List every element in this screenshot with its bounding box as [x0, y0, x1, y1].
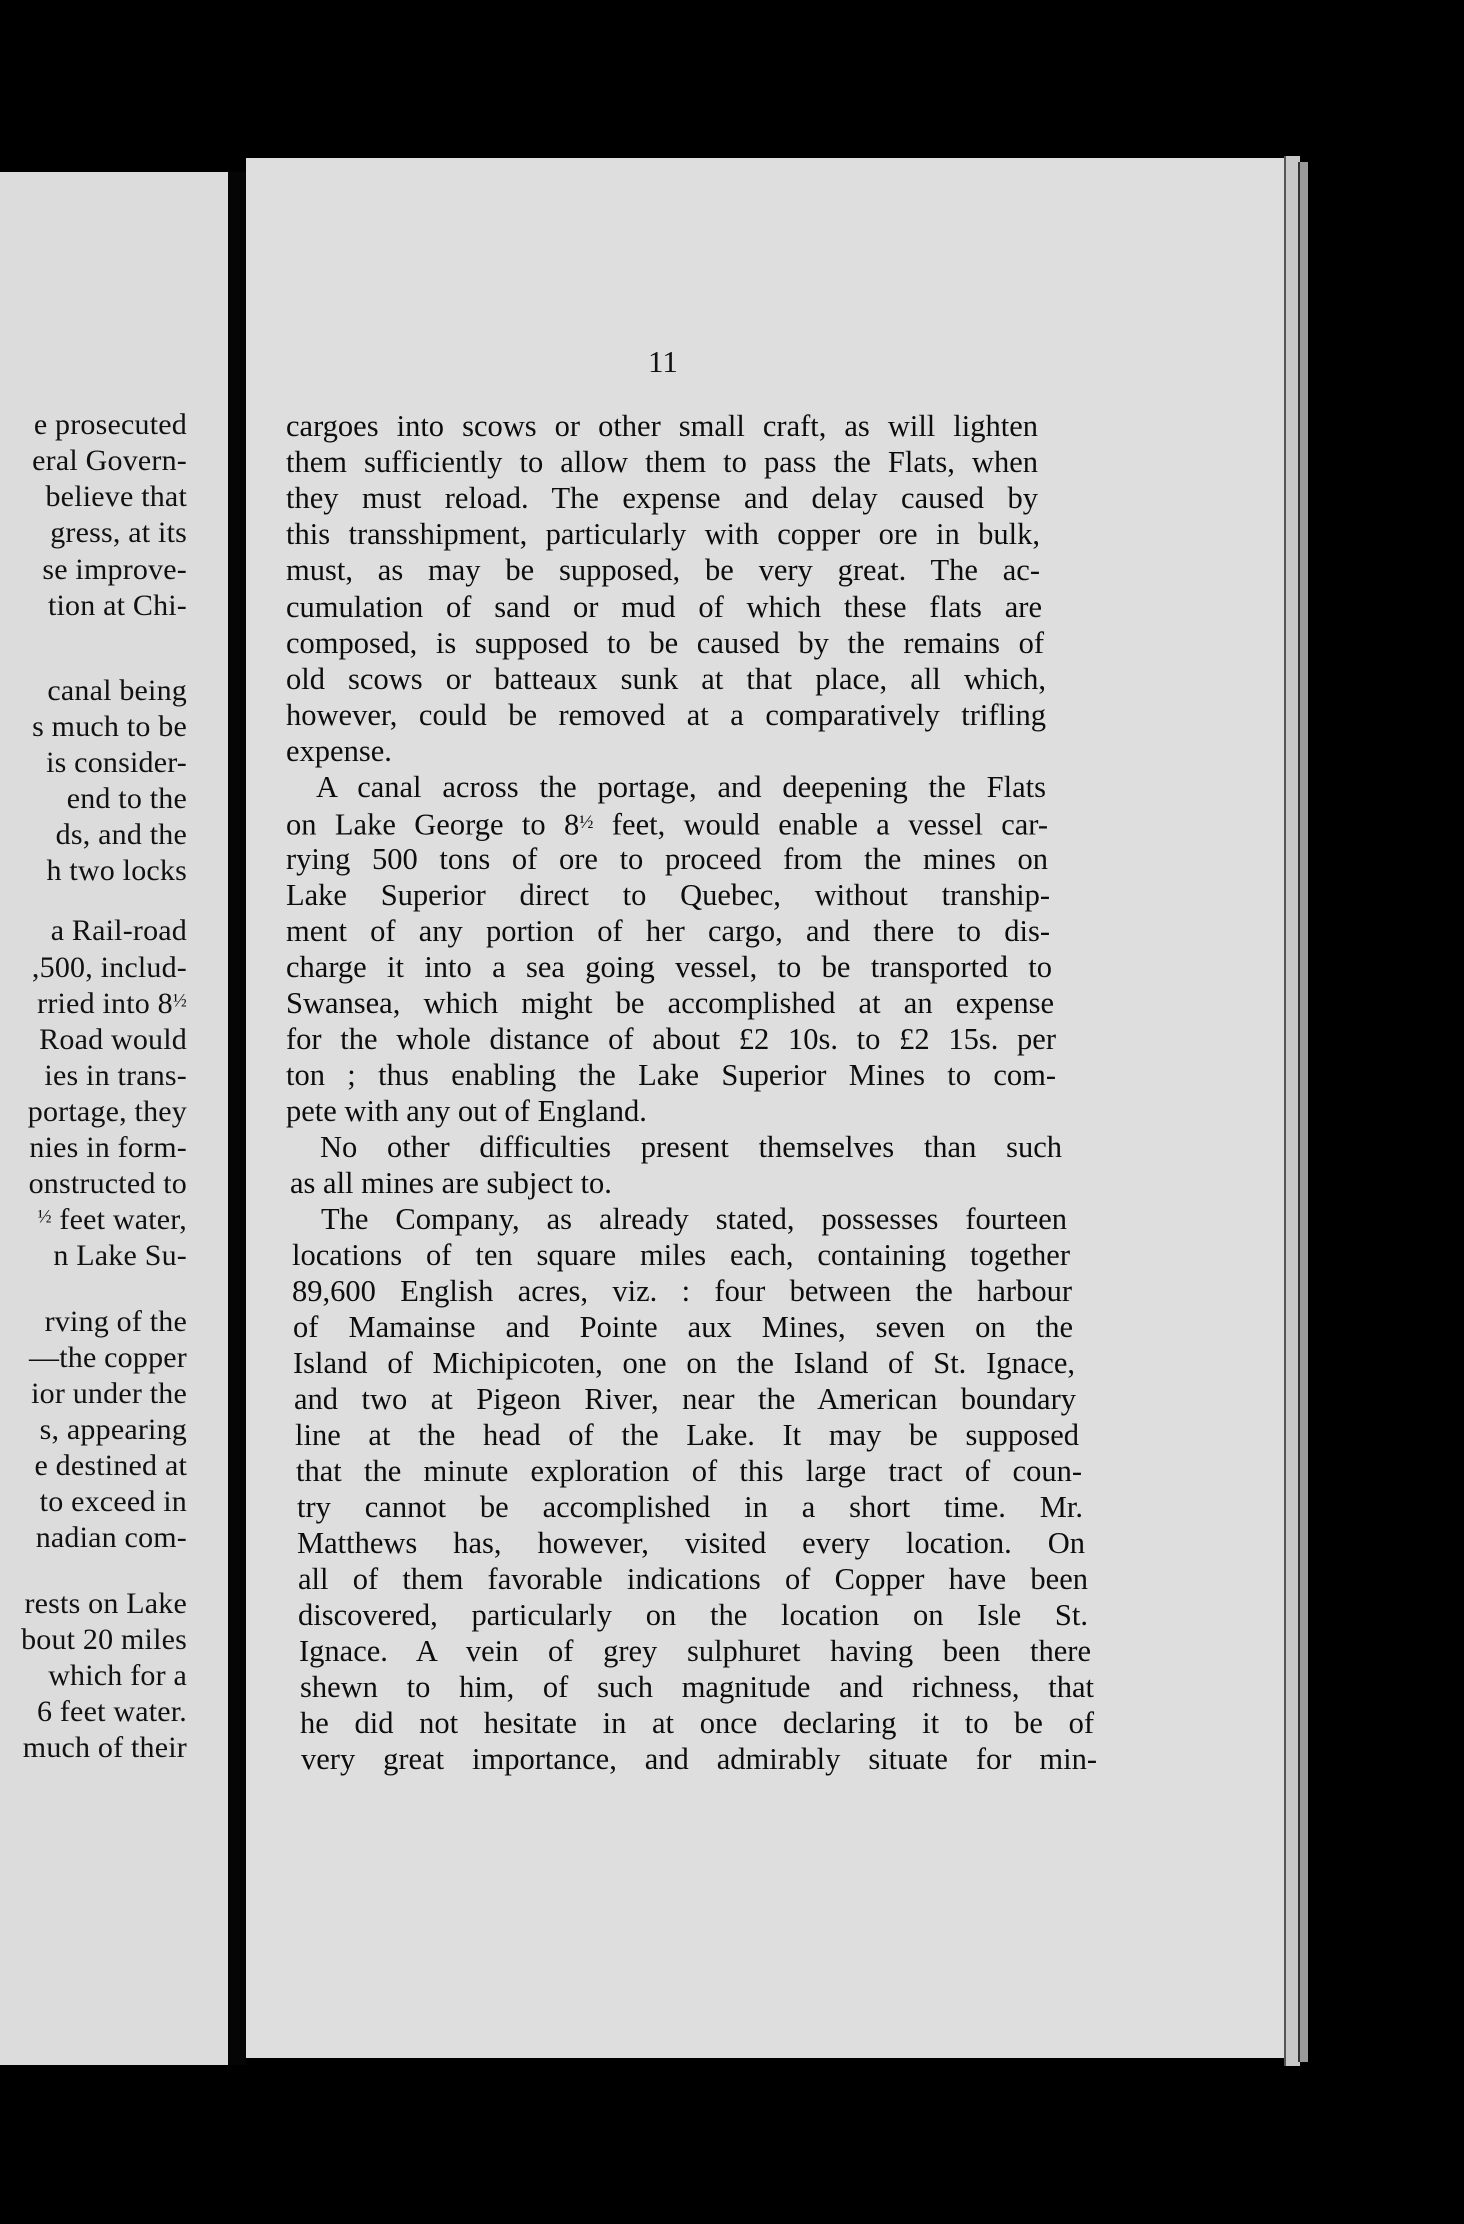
text-line: 6 feet water. [36, 1695, 187, 1728]
book-page [246, 158, 1284, 2058]
text-line: se improve- [42, 553, 187, 586]
previous-page-fragment [0, 172, 228, 2065]
text-line: as all mines are subject to. [290, 1166, 612, 1200]
text-line: cumulation of sand or mud of which these flats are [286, 590, 1042, 624]
text-line: they must reload. The expense and delay caused by [286, 481, 1038, 515]
text-line: Island of Michipicoten, one on the Island of St. Ignace, [293, 1346, 1075, 1380]
text-line: line at the head of the Lake. It may be supposed [295, 1418, 1079, 1452]
text-line: A canal across the portage, and deepening the Flats [316, 770, 1046, 804]
text-line: on Lake George to $8^{\frac{1}{2}}$ feet, would enable a vessel car- [286, 807, 1048, 842]
text-line: end to the [66, 782, 187, 815]
text-line: much of their [22, 1731, 187, 1764]
text-line: discovered, particularly on the location on Isle St. [298, 1598, 1088, 1632]
text-line: rried into $8^{\frac{1}{2}}$ [37, 987, 187, 1020]
text-line: n Lake Su- [53, 1239, 187, 1272]
text-line: rying 500 tons of ore to proceed from the mines on [286, 842, 1048, 876]
text-line: he did not hesitate in at once declaring it to be of [300, 1706, 1094, 1740]
text-line: s, appearing [39, 1413, 187, 1446]
text-line: canal being [47, 674, 187, 707]
text-line: try cannot be accomplished in a short time. Mr. [297, 1490, 1083, 1524]
text-line: that the minute exploration of this large tract of coun- [296, 1454, 1082, 1488]
text-line: ,500, includ- [31, 951, 187, 984]
text-line: $^{\frac{1}{2}}$ feet water, [37, 1203, 187, 1236]
text-line: portage, they [27, 1095, 187, 1128]
text-line: expense. [286, 734, 392, 768]
text-line: them sufficiently to allow them to pass the Flats, when [286, 445, 1038, 479]
text-line: and two at Pigeon River, near the American boundary [294, 1382, 1076, 1416]
text-line: Lake Superior direct to Quebec, without tranship- [286, 878, 1050, 912]
text-line: —the copper [29, 1341, 187, 1374]
text-line: 89,600 English acres, viz. : four between the harbour [292, 1274, 1072, 1308]
text-line: rving of the [44, 1305, 187, 1338]
text-line: to exceed in [39, 1485, 187, 1518]
book-gutter [228, 172, 246, 2065]
text-line: charge it into a sea going vessel, to be transported to [286, 950, 1052, 984]
text-line: No other difficulties present themselves than such [320, 1130, 1062, 1164]
text-line: h two locks [46, 854, 187, 887]
text-line: ds, and the [55, 818, 187, 851]
text-line: composed, is supposed to be caused by the remains of [286, 626, 1044, 660]
text-line: cargoes into scows or other small craft, as will lighten [286, 409, 1038, 443]
text-line: shewn to him, of such magnitude and richness, that [300, 1670, 1094, 1704]
text-line: rests on Lake [24, 1587, 187, 1620]
text-line: s much to be [32, 710, 187, 743]
text-line: gress, at its [50, 516, 187, 549]
text-line: of Mamainse and Pointe aux Mines, seven on the [293, 1310, 1073, 1344]
text-line: however, could be removed at a comparatively trifling [286, 698, 1046, 732]
text-line: which for a [48, 1659, 187, 1692]
text-line: all of them favorable indications of Copper have been [298, 1562, 1088, 1596]
text-line: believe that [45, 480, 187, 513]
text-line: pete with any out of England. [286, 1094, 647, 1128]
page-number: 11 [648, 344, 678, 379]
text-line: e prosecuted [33, 408, 187, 441]
text-line: The Company, as already stated, possesses fourteen [321, 1202, 1067, 1236]
text-line: must, as may be supposed, be very great. The ac- [286, 553, 1040, 587]
text-line: locations of ten square miles each, containing together [292, 1238, 1070, 1272]
text-line: a Rail-road [50, 914, 187, 947]
text-line: old scows or batteaux sunk at that place, all which, [286, 662, 1046, 696]
text-line: onstructed to [28, 1167, 187, 1200]
text-line: is consider- [46, 746, 187, 779]
text-line: very great importance, and admirably situate for min- [301, 1742, 1097, 1776]
text-line: tion at Chi- [47, 589, 187, 622]
text-line: ies in trans- [44, 1059, 187, 1092]
text-line: Swansea, which might be accomplished at an expense [286, 986, 1054, 1020]
text-line: Ignace. A vein of grey sulphuret having been there [299, 1634, 1091, 1668]
text-line: Road would [39, 1023, 187, 1056]
text-line: ior under the [31, 1377, 187, 1410]
page-stack-edge-outer [1298, 162, 1308, 2062]
text-line: ment of any portion of her cargo, and there to dis- [286, 914, 1050, 948]
text-line: this transshipment, particularly with copper ore in bulk, [286, 517, 1040, 551]
text-line: bout 20 miles [21, 1623, 187, 1656]
text-line: nadian com- [35, 1521, 187, 1554]
text-line: ton ; thus enabling the Lake Superior Mines to com- [286, 1058, 1056, 1092]
text-line: for the whole distance of about £2 10s. to £2 15s. per [286, 1022, 1056, 1056]
text-line: nies in form- [29, 1131, 187, 1164]
text-line: Matthews has, however, visited every location. On [297, 1526, 1085, 1560]
text-line: eral Govern- [32, 444, 187, 477]
text-line: e destined at [34, 1449, 187, 1482]
